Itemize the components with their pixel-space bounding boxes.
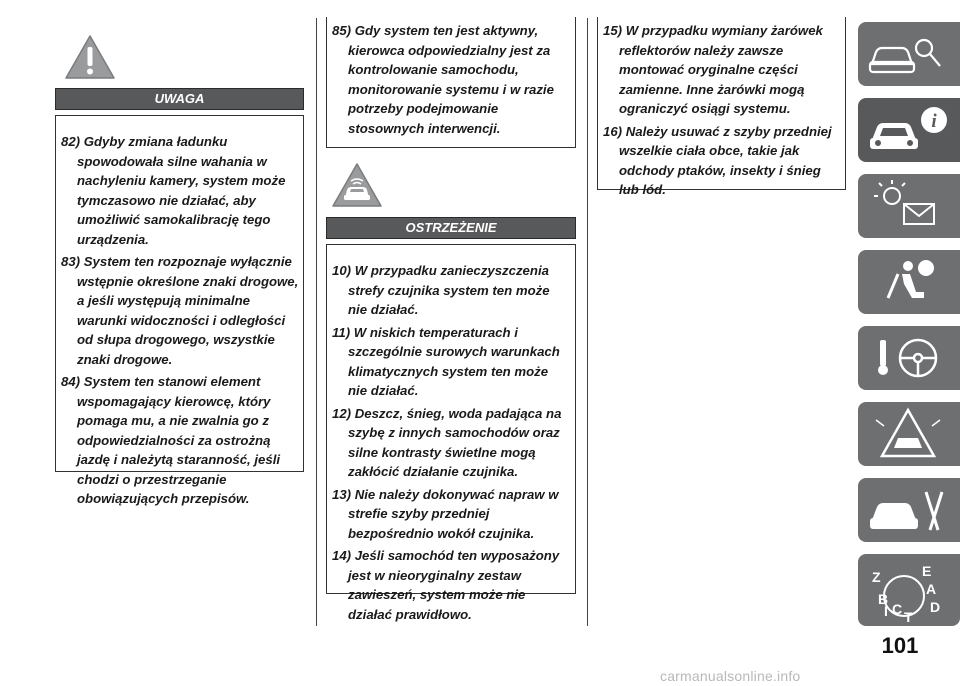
- index-letter: E: [922, 563, 932, 579]
- car-search-icon: [858, 22, 960, 86]
- list-item: 84) System ten stanowi element wspomagający kierowcę, który pomaga mu, a nie zwalnia go z odpowiedzialności za ostrożną jazdę i należytą staranność, jeśli chodzi o przestrzeganie obowiązujących przepisów.: [61, 374, 281, 506]
- caution-text: [332, 261, 570, 627]
- index-letter: T: [904, 609, 913, 625]
- car-tools-icon: [858, 478, 960, 542]
- tab-safety[interactable]: [858, 250, 960, 314]
- caution-header: OSTRZEŻENIE: [326, 217, 576, 239]
- index-letter: B: [878, 591, 889, 607]
- index-letter: Z: [872, 569, 881, 585]
- warning-triangle-icon: [64, 34, 116, 80]
- index-letters-icon: [858, 560, 960, 626]
- index-letter: A: [926, 581, 937, 597]
- list-item: 82) Gdyby zmiana ładunku spowodowała silne wahania w nachyleniu kamery, system może tymczasowo nie działać, aby umożliwić samokalibrację tego urządzenia.: [61, 134, 286, 247]
- list-item: 13) Nie należy dokonywać napraw w strefie szyby przedniej bezpośrednio wokół czujnika.: [332, 486, 559, 541]
- tab-maintenance[interactable]: [858, 478, 960, 542]
- tab-warning-lights[interactable]: [858, 174, 960, 238]
- warning-text: [61, 132, 299, 512]
- watermark: carmanualsonline.info: [660, 668, 801, 684]
- list-item: 83) System ten rozpoznaje wyłącznie wstępnie określone znaki drogowe, a jeśli występują minimalne warunki widoczności i odległości od słupa drogowego, wszystkie znaki drogowe.: [61, 254, 299, 367]
- list-item: 12) Deszcz, śnieg, woda padająca na szybę z innych samochodów oraz silne kontrasty świetlne mogą zakłócić działanie czujnika.: [332, 405, 562, 479]
- list-item: 15) W przypadku wymiany żarówek reflektorów należy zawsze montować oryginalne części zamienne. Inne żarówki mogą ograniczyć osiągi systemu.: [603, 23, 823, 116]
- svg-text:i: i: [931, 111, 937, 132]
- airbag-seat-icon: [858, 250, 960, 314]
- breakdown-triangle-icon: [858, 402, 960, 466]
- list-item: 85) Gdy system ten jest aktywny, kierowca odpowiedzialny jest za kontrolowanie samochodu, monitorowanie systemu i w razie potrzeby podejmowanie stosownych interwencji.: [332, 23, 554, 136]
- tab-car-info[interactable]: [858, 98, 960, 162]
- caution-box-continued: [597, 17, 846, 197]
- list-item: 11) W niskich temperaturach i szczególnie surowych warunkach klimatycznych system ten może nie działać.: [332, 324, 560, 398]
- list-item: 10) W przypadku zanieczyszczenia strefy czujnika system ten może nie działać.: [332, 263, 550, 317]
- tab-emergency[interactable]: [858, 402, 960, 466]
- column-divider: [316, 18, 317, 626]
- warning-lights-icon: [858, 174, 960, 238]
- index-letter: C: [892, 601, 903, 617]
- warning-header: UWAGA: [55, 88, 304, 110]
- warning-box: [55, 115, 304, 506]
- index-letter: I: [884, 603, 888, 619]
- warning-text-continued: [332, 21, 570, 141]
- warning-box-continued: [326, 17, 576, 148]
- caution-box: [326, 244, 576, 622]
- car-info-icon: [858, 98, 960, 162]
- list-item: 14) Jeśli samochód ten wyposażony jest w nieoryginalny zestaw zawieszeń, system może nie działać prawidłowo.: [332, 548, 560, 622]
- tab-starting-driving[interactable]: [858, 326, 960, 390]
- steering-wheel-icon: [858, 326, 960, 390]
- car-warning-triangle-icon: [331, 162, 383, 208]
- caution-text-continued: [603, 21, 841, 203]
- column-divider: [587, 18, 588, 626]
- list-item: 16) Należy usuwać z szyby przedniej wszelkie ciała obce, takie jak odchody ptaków, insekty i śnieg lub lód.: [603, 123, 832, 197]
- index-letter: D: [930, 599, 941, 615]
- tab-knowing-vehicle[interactable]: [858, 22, 960, 86]
- page-number: 101: [881, 633, 919, 658]
